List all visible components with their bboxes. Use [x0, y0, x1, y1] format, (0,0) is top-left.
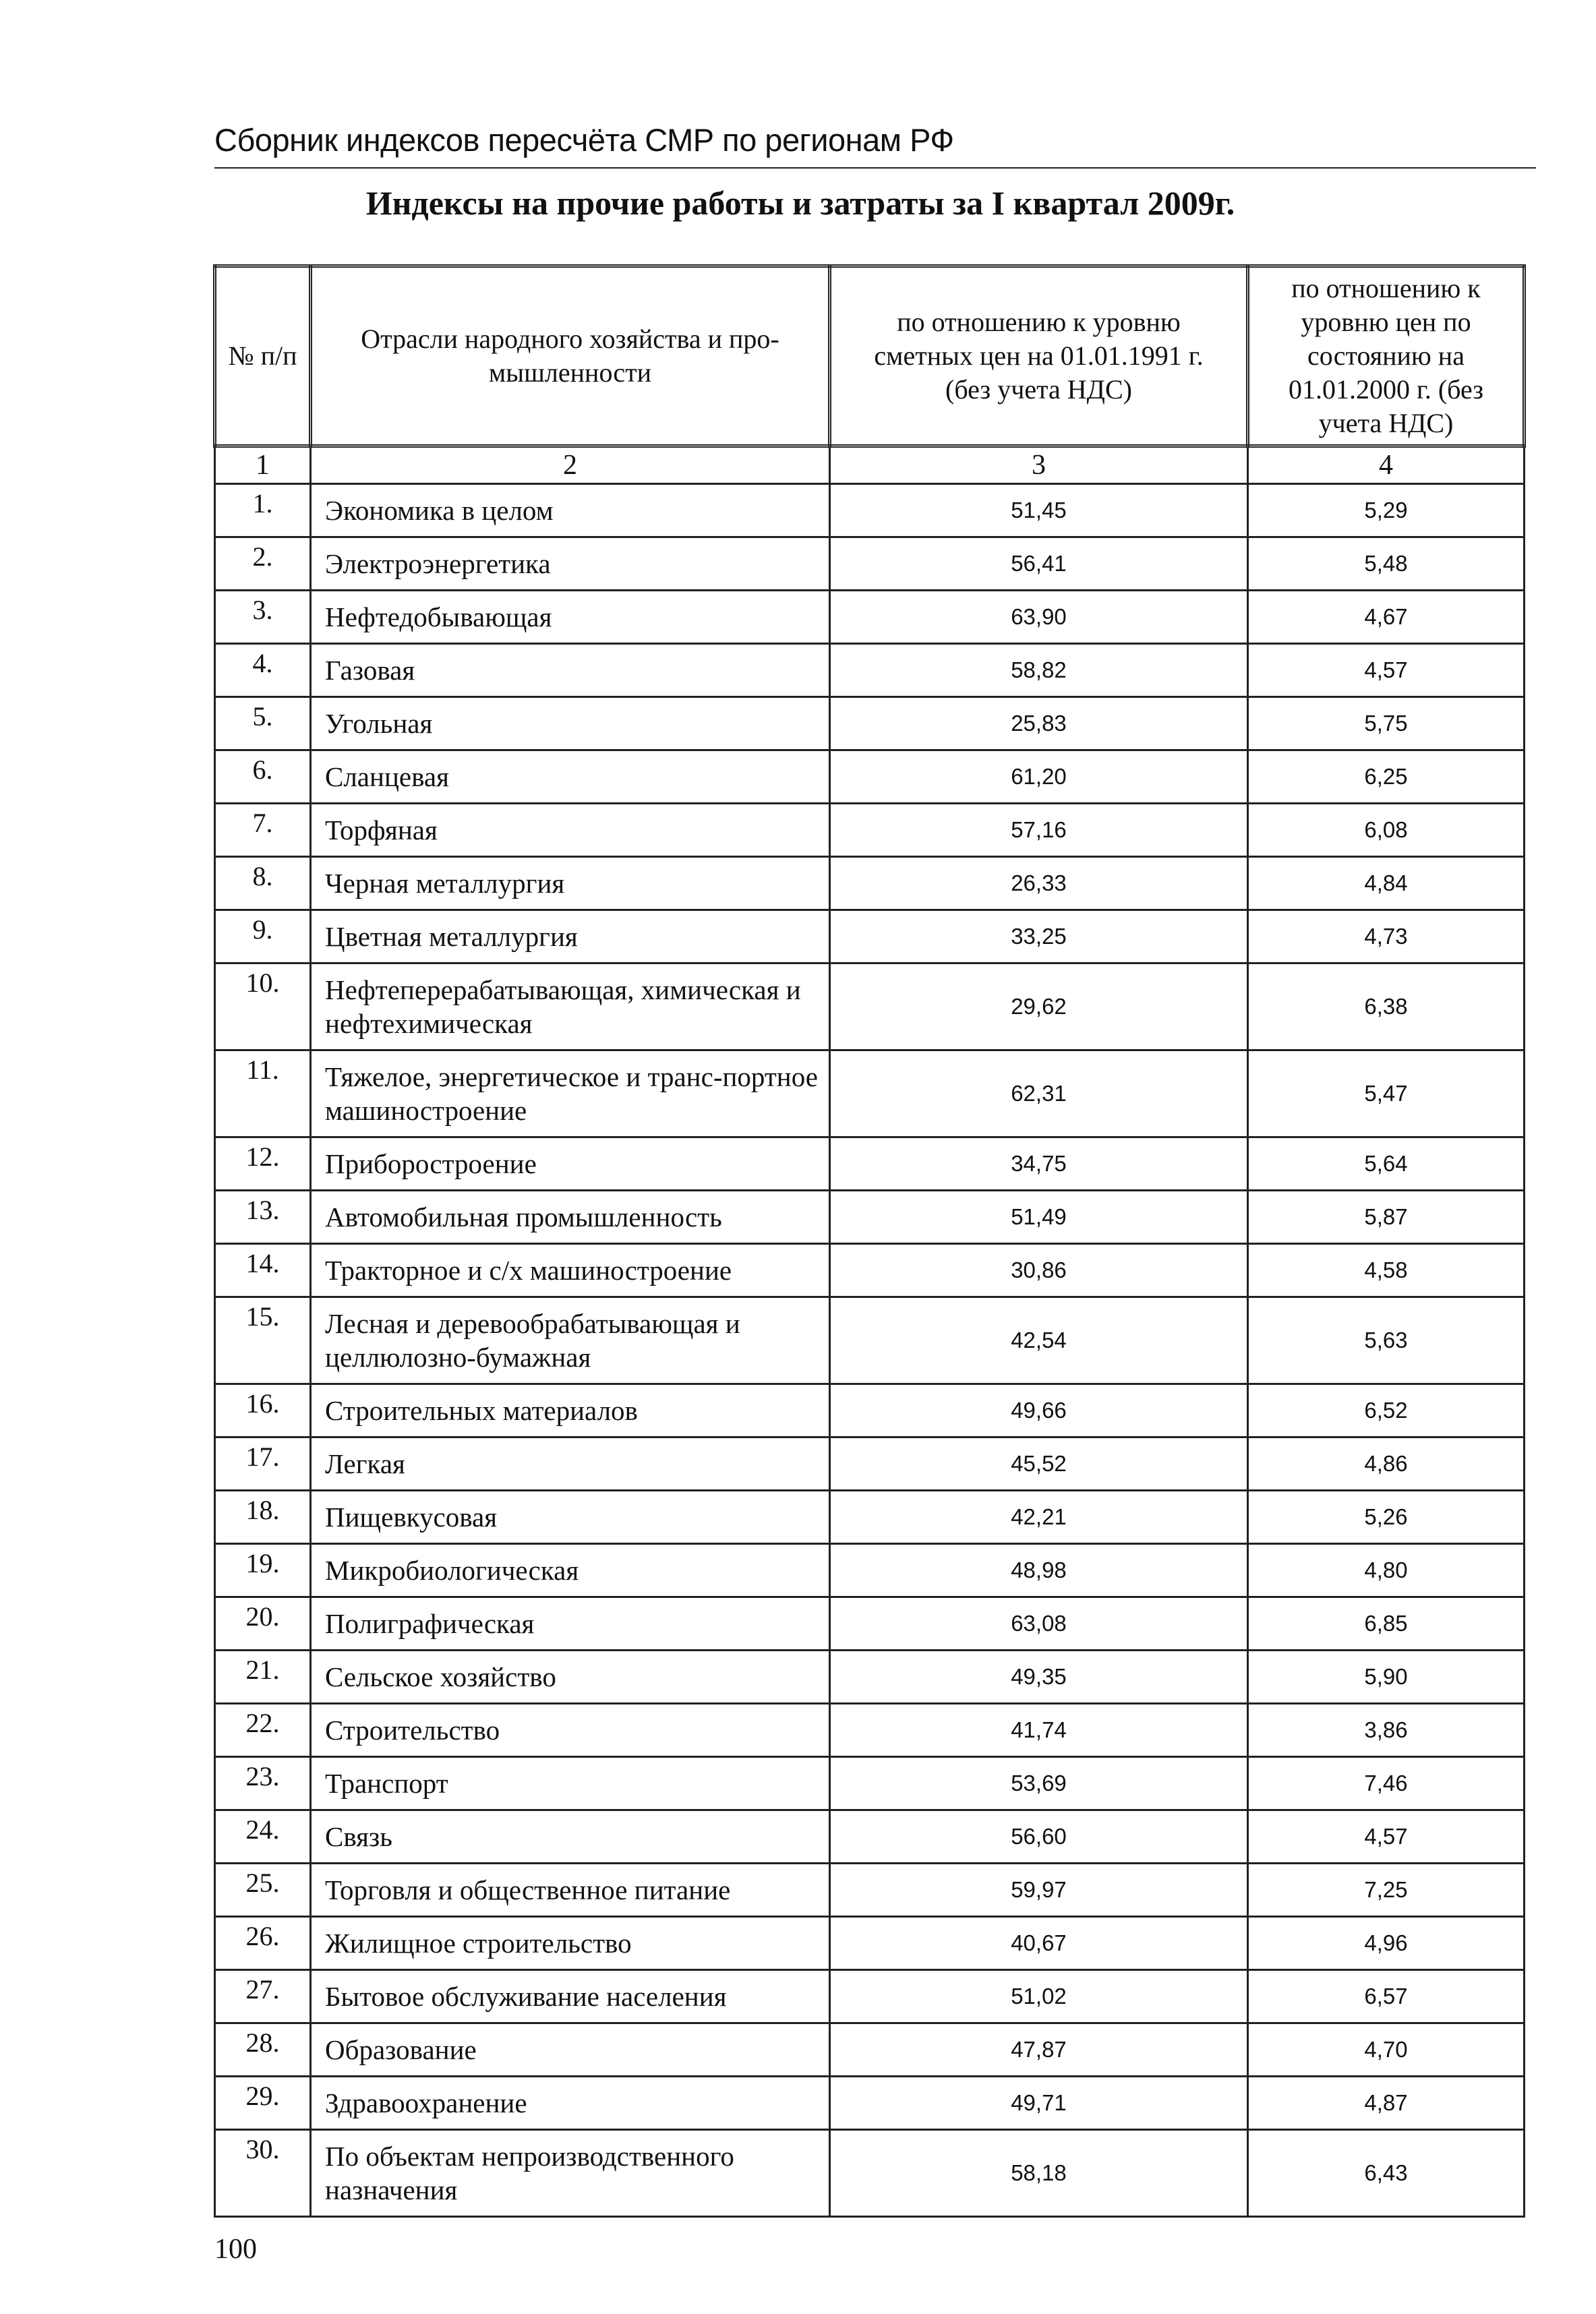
table-row: [215, 484, 1525, 537]
row-index-2000: 5,64: [1248, 1137, 1525, 1191]
column-number-1: 1: [215, 446, 311, 484]
column-header-index-1991: по отношению к уровню сметных цен на 01.01.1991 г. (без учета НДС): [830, 266, 1248, 446]
row-number: 23.: [215, 1757, 311, 1810]
row-industry-name: Пищевкусовая: [311, 1491, 830, 1544]
row-index-2000: 6,57: [1248, 1970, 1525, 2023]
table-row: [215, 1384, 1525, 1437]
row-number: 1.: [215, 484, 311, 537]
table-row: [215, 1864, 1525, 1917]
row-number: 15.: [215, 1297, 311, 1384]
table-row: [215, 1437, 1525, 1491]
row-industry-name: Торфяная: [311, 804, 830, 857]
row-index-1991: 57,16: [830, 804, 1248, 857]
row-industry-name: Транспорт: [311, 1757, 830, 1810]
table-row: [215, 1597, 1525, 1651]
table-row: [215, 1757, 1525, 1810]
row-industry-name: Сланцевая: [311, 750, 830, 804]
row-number: 30.: [215, 2130, 311, 2217]
row-number: 28.: [215, 2023, 311, 2077]
row-number: 17.: [215, 1437, 311, 1491]
row-number: 26.: [215, 1917, 311, 1970]
row-index-2000: 4,84: [1248, 857, 1525, 910]
row-number: 22.: [215, 1704, 311, 1757]
row-index-2000: 6,52: [1248, 1384, 1525, 1437]
row-index-2000: 5,63: [1248, 1297, 1525, 1384]
row-index-2000: 5,47: [1248, 1050, 1525, 1137]
row-industry-name: Газовая: [311, 644, 830, 697]
row-number: 25.: [215, 1864, 311, 1917]
row-index-1991: 59,97: [830, 1864, 1248, 1917]
row-index-2000: 7,25: [1248, 1864, 1525, 1917]
row-index-2000: 5,75: [1248, 697, 1525, 750]
row-index-1991: 56,41: [830, 537, 1248, 591]
page-number: 100: [214, 2234, 257, 2265]
table-row: [215, 537, 1525, 591]
table-row: [215, 1917, 1525, 1970]
row-number: 27.: [215, 1970, 311, 2023]
row-industry-name: Электроэнергетика: [311, 537, 830, 591]
table-row: [215, 963, 1525, 1050]
row-index-2000: 5,29: [1248, 484, 1525, 537]
row-number: 20.: [215, 1597, 311, 1651]
row-index-1991: 30,86: [830, 1244, 1248, 1297]
row-industry-name: Связь: [311, 1810, 830, 1864]
row-index-2000: 7,46: [1248, 1757, 1525, 1810]
row-industry-name: Нефтедобывающая: [311, 591, 830, 644]
row-index-1991: 29,62: [830, 963, 1248, 1050]
row-index-2000: 4,86: [1248, 1437, 1525, 1491]
row-number: 11.: [215, 1050, 311, 1137]
table-row: [215, 1191, 1525, 1244]
row-index-1991: 51,02: [830, 1970, 1248, 2023]
row-index-1991: 33,25: [830, 910, 1248, 963]
row-index-1991: 56,60: [830, 1810, 1248, 1864]
row-industry-name: Жилищное строительство: [311, 1917, 830, 1970]
document-title: Индексы на прочие работы и затраты за I квартал 2009г.: [365, 184, 1235, 222]
row-number: 14.: [215, 1244, 311, 1297]
row-index-1991: 42,54: [830, 1297, 1248, 1384]
column-number-3: 3: [830, 446, 1248, 484]
running-header: [214, 121, 1536, 169]
row-index-1991: 58,18: [830, 2130, 1248, 2217]
row-industry-name: Лесная и деревообрабатывающая и целлюлозно-бумажная: [311, 1297, 830, 1384]
row-index-2000: 4,73: [1248, 910, 1525, 963]
table-row: [215, 1297, 1525, 1384]
column-number-2: 2: [311, 446, 830, 484]
table-row: [215, 644, 1525, 697]
row-index-1991: 40,67: [830, 1917, 1248, 1970]
row-industry-name: Здравоохранение: [311, 2077, 830, 2130]
row-index-1991: 49,66: [830, 1384, 1248, 1437]
row-index-1991: 42,21: [830, 1491, 1248, 1544]
table-row: [215, 591, 1525, 644]
row-index-1991: 26,33: [830, 857, 1248, 910]
row-index-1991: 53,69: [830, 1757, 1248, 1810]
row-index-1991: 49,71: [830, 2077, 1248, 2130]
row-number: 18.: [215, 1491, 311, 1544]
table-row: [215, 1544, 1525, 1597]
row-index-2000: 4,67: [1248, 591, 1525, 644]
row-index-2000: 4,80: [1248, 1544, 1525, 1597]
row-index-2000: 5,48: [1248, 537, 1525, 591]
row-index-1991: 62,31: [830, 1050, 1248, 1137]
row-industry-name: Угольная: [311, 697, 830, 750]
row-number: 29.: [215, 2077, 311, 2130]
row-industry-name: Приборостроение: [311, 1137, 830, 1191]
row-index-2000: 4,58: [1248, 1244, 1525, 1297]
table-row: [215, 1651, 1525, 1704]
row-index-2000: 5,26: [1248, 1491, 1525, 1544]
row-index-2000: 4,57: [1248, 1810, 1525, 1864]
row-industry-name: Тяжелое, энергетическое и транс-портное машиностроение: [311, 1050, 830, 1137]
row-industry-name: Строительство: [311, 1704, 830, 1757]
row-index-1991: 51,45: [830, 484, 1248, 537]
table-row: [215, 804, 1525, 857]
row-industry-name: Образование: [311, 2023, 830, 2077]
row-index-1991: 58,82: [830, 644, 1248, 697]
row-number: 2.: [215, 537, 311, 591]
table-body: [215, 446, 1525, 2217]
row-number: 19.: [215, 1544, 311, 1597]
row-index-1991: 47,87: [830, 2023, 1248, 2077]
row-index-2000: 4,96: [1248, 1917, 1525, 1970]
table-row: [215, 2023, 1525, 2077]
row-number: 7.: [215, 804, 311, 857]
row-industry-name: Цветная металлургия: [311, 910, 830, 963]
row-industry-name: Нефтеперерабатывающая, химическая и нефтехимическая: [311, 963, 830, 1050]
row-number: 9.: [215, 910, 311, 963]
row-index-2000: 6,25: [1248, 750, 1525, 804]
table-row: [215, 1491, 1525, 1544]
column-number-4: 4: [1248, 446, 1525, 484]
row-index-2000: 4,57: [1248, 644, 1525, 697]
row-number: 5.: [215, 697, 311, 750]
row-index-1991: 61,20: [830, 750, 1248, 804]
row-industry-name: Черная металлургия: [311, 857, 830, 910]
column-header-industry: Отрасли народного хозяйства и про-мышленности: [311, 266, 830, 446]
row-index-1991: 63,90: [830, 591, 1248, 644]
row-industry-name: Строительных материалов: [311, 1384, 830, 1437]
row-index-1991: 51,49: [830, 1191, 1248, 1244]
row-number: 3.: [215, 591, 311, 644]
row-industry-name: Бытовое обслуживание населения: [311, 1970, 830, 2023]
header-rule: [214, 167, 1536, 169]
row-index-1991: 63,08: [830, 1597, 1248, 1651]
table-row: [215, 1704, 1525, 1757]
table-row: [215, 697, 1525, 750]
row-number: 12.: [215, 1137, 311, 1191]
table-row: [215, 750, 1525, 804]
table-row: [215, 2077, 1525, 2130]
index-table: [213, 264, 1526, 2218]
row-index-2000: 4,87: [1248, 2077, 1525, 2130]
running-header-text: Сборник индексов пересчёта СМР по регионам РФ: [214, 122, 954, 158]
index-table-container: [213, 264, 1526, 2218]
row-industry-name: Полиграфическая: [311, 1597, 830, 1651]
row-index-1991: 45,52: [830, 1437, 1248, 1491]
row-index-2000: 5,90: [1248, 1651, 1525, 1704]
row-index-2000: 4,70: [1248, 2023, 1525, 2077]
table-row: [215, 857, 1525, 910]
row-industry-name: Автомобильная промышленность: [311, 1191, 830, 1244]
row-number: 4.: [215, 644, 311, 697]
table-row: [215, 1244, 1525, 1297]
row-index-2000: 6,38: [1248, 963, 1525, 1050]
row-index-2000: 6,43: [1248, 2130, 1525, 2217]
column-header-number: № п/п: [215, 266, 311, 446]
table-row: [215, 1050, 1525, 1137]
table-row: [215, 1137, 1525, 1191]
column-header-index-2000: по отношению к уровню цен по состоянию на 01.01.2000 г. (без учета НДС): [1248, 266, 1525, 446]
table-row: [215, 910, 1525, 963]
row-index-1991: 48,98: [830, 1544, 1248, 1597]
row-index-1991: 34,75: [830, 1137, 1248, 1191]
row-number: 21.: [215, 1651, 311, 1704]
row-industry-name: Легкая: [311, 1437, 830, 1491]
row-industry-name: Микробиологическая: [311, 1544, 830, 1597]
row-index-2000: 6,85: [1248, 1597, 1525, 1651]
row-number: 6.: [215, 750, 311, 804]
row-index-2000: 6,08: [1248, 804, 1525, 857]
table-row: [215, 1810, 1525, 1864]
row-number: 10.: [215, 963, 311, 1050]
table-row: [215, 2130, 1525, 2217]
row-number: 8.: [215, 857, 311, 910]
row-industry-name: Экономика в целом: [311, 484, 830, 537]
row-industry-name: Сельское хозяйство: [311, 1651, 830, 1704]
column-number-row: [215, 446, 1525, 484]
row-industry-name: Тракторное и с/х машиностроение: [311, 1244, 830, 1297]
row-number: 16.: [215, 1384, 311, 1437]
row-industry-name: Торговля и общественное питание: [311, 1864, 830, 1917]
row-industry-name: По объектам непроизводственного назначения: [311, 2130, 830, 2217]
row-number: 13.: [215, 1191, 311, 1244]
row-index-2000: 5,87: [1248, 1191, 1525, 1244]
row-index-1991: 25,83: [830, 697, 1248, 750]
row-number: 24.: [215, 1810, 311, 1864]
row-index-1991: 49,35: [830, 1651, 1248, 1704]
table-row: [215, 1970, 1525, 2023]
row-index-1991: 41,74: [830, 1704, 1248, 1757]
row-index-2000: 3,86: [1248, 1704, 1525, 1757]
